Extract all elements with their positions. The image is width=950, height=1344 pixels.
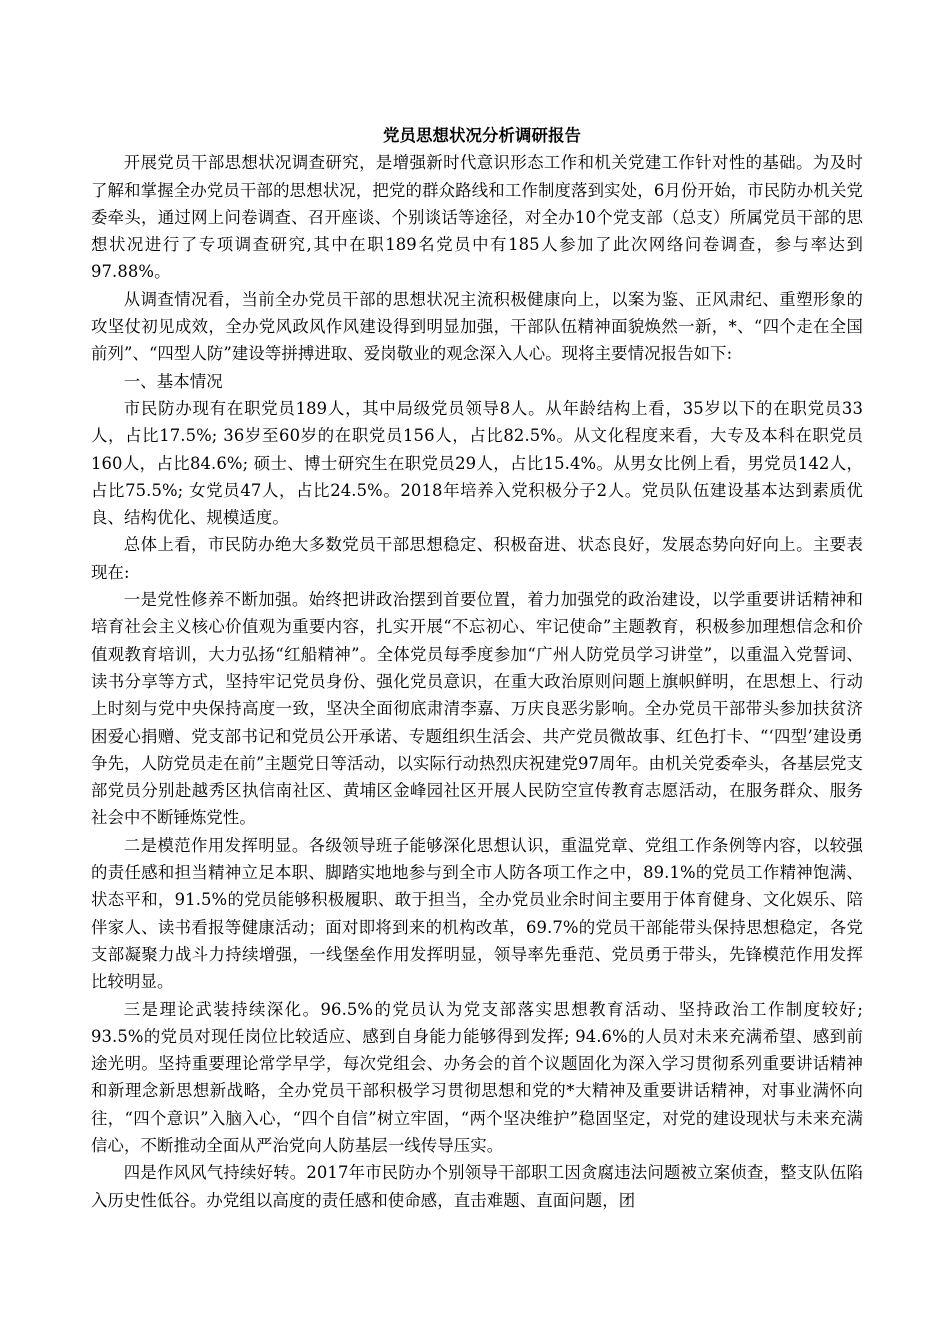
- paragraph-point-four: 四是作风风气持续好转。2017年市民防办个别领导干部职工因贪腐违法问题被立案侦查，整支队伍陷入历史性低谷。办党组以高度的责任感和使命感，直击难题、直面问题，团: [91, 1163, 863, 1210]
- paragraph-intro: 开展党员干部思想状况调查研究，是增强新时代意识形态工作和机关党建工作针对性的基础。为及时了解和掌握全办党员干部的思想状况，把党的群众路线和工作制度落到实处，6月份开始，市民防办机关党委牵头，通过网上问卷调查、召开座谈、个别谈话等途径，对全办10个党支部（总支）所属党员干部的思想状况进行了专项调查研究,其中在职189名党员中有185人参加了此次网络问卷调查，参与率达到97.88%。: [91, 153, 863, 282]
- paragraph-point-one: 一是党性修养不断加强。始终把讲政治摆到首要位置，着力加强党的政治建设，以学重要讲话精神和培育社会主义核心价值观为重要内容，扎实开展“不忘初心、牢记使命”主题教育，积极参加理想信念和价值观教育培训，大力弘扬“红船精神”。全体党员每季度参加“广州人防党员学习讲堂”，以重温入党誓词、读书分享等方式，坚持牢记党员身份、强化党员意识，在重大政治原则问题上旗帜鲜明，在思想上、行动上时刻与党中央保持高度一致，坚决全面彻底肃清李嘉、万庆良恶劣影响。全办党员干部带头参加扶贫济困爱心捐赠、党支部书记和党员公开承诺、专题组织生活会、共产党员微故事、红色打卡、“‘四型’建设勇争先，人防党员走在前”主题党日等活动，以实际行动热烈庆祝建党97周年。由机关党委牵头，各基层党支部党员分别赴越秀区执信南社区、黄埔区金峰园社区开展人民防空宣传教育志愿活动，在服务群众、服务社会中不断锤炼党性。: [91, 590, 863, 828]
- paragraph-point-two: 二是模范作用发挥明显。各级领导班子能够深化思想认识，重温党章、党组工作条例等内容，以较强的责任感和担当精神立足本职、脚踏实地地参与到全市人防各项工作之中，89.1%的党员工作精神饱满、状态平和，91.5%的党员能够积极履职、敢于担当，全办党员业余时间主要用于体育健身、文化娱乐、陪伴家人、读书看报等健康活动；面对即将到来的机构改革，69.7%的党员干部能带头保持思想稳定，各党支部凝聚力战斗力持续增强，一线堡垒作用发挥明显，领导率先垂范、党员勇于带头，先锋模范作用发挥比较明显。: [91, 835, 863, 992]
- paragraph-overview: 从调查情况看，当前全办党员干部的思想状况主流积极健康向上，以案为鉴、正风肃纪、重塑形象的攻坚仗初见成效，全办党风政风作风建设得到明显加强，干部队伍精神面貌焕然一新，*、“四个走在全国前列”、“四型人防”建设等拼搏进取、爱岗敬业的观念深入人心。现将主要情况报告如下:: [91, 289, 863, 364]
- document-page: [91, 122, 863, 1214]
- paragraph-basic-info: 市民防办现有在职党员189人，其中局级党员领导8人。从年龄结构上看，35岁以下的在职党员33人，占比17.5%; 36岁至60岁的在职党员156人，占比82.5%。从文化程度来看，大专及本科在职党员160人，占比84.6%; 硕士、博士研究生在职党员29人，占比15.4%。从男女比例上看，男党员142人，占比75.5%; 女党员47人，占比24.5%。2018年培养入党积极分子2人。党员队伍建设基本达到素质优良、结构优化、规模适度。: [91, 398, 863, 528]
- section-heading-basic: 一、基本情况: [123, 371, 223, 391]
- paragraph-summary: 总体上看，市民防办绝大多数党员干部思想稳定、积极奋进、状态良好，发展态势向好向上。主要表现在:: [91, 535, 863, 582]
- document-title: 党员思想状况分析调研报告: [383, 126, 581, 145]
- paragraph-point-three: 三是理论武装持续深化。96.5%的党员认为党支部落实思想教育活动、坚持政治工作制度较好; 93.5%的党员对现任岗位比较适应、感到自身能力能够得到发挥; 94.6%的人员对未来充满希望、感到前途光明。坚持重要理论常学早学，每次党组会、办务会的首个议题固化为深入学习贯彻系列重要讲话精神和新理念新思想新战略，全办党员干部积极学习贯彻思想和党的*大精神及重要讲话精神，对事业满怀向往，“四个意识”入脑入心，“四个自信”树立牢固，“两个坚决维护”稳固坚定，对党的建设现状与未来充满信心，不断推动全面从严治党向人防基层一线传导压实。: [91, 999, 863, 1155]
